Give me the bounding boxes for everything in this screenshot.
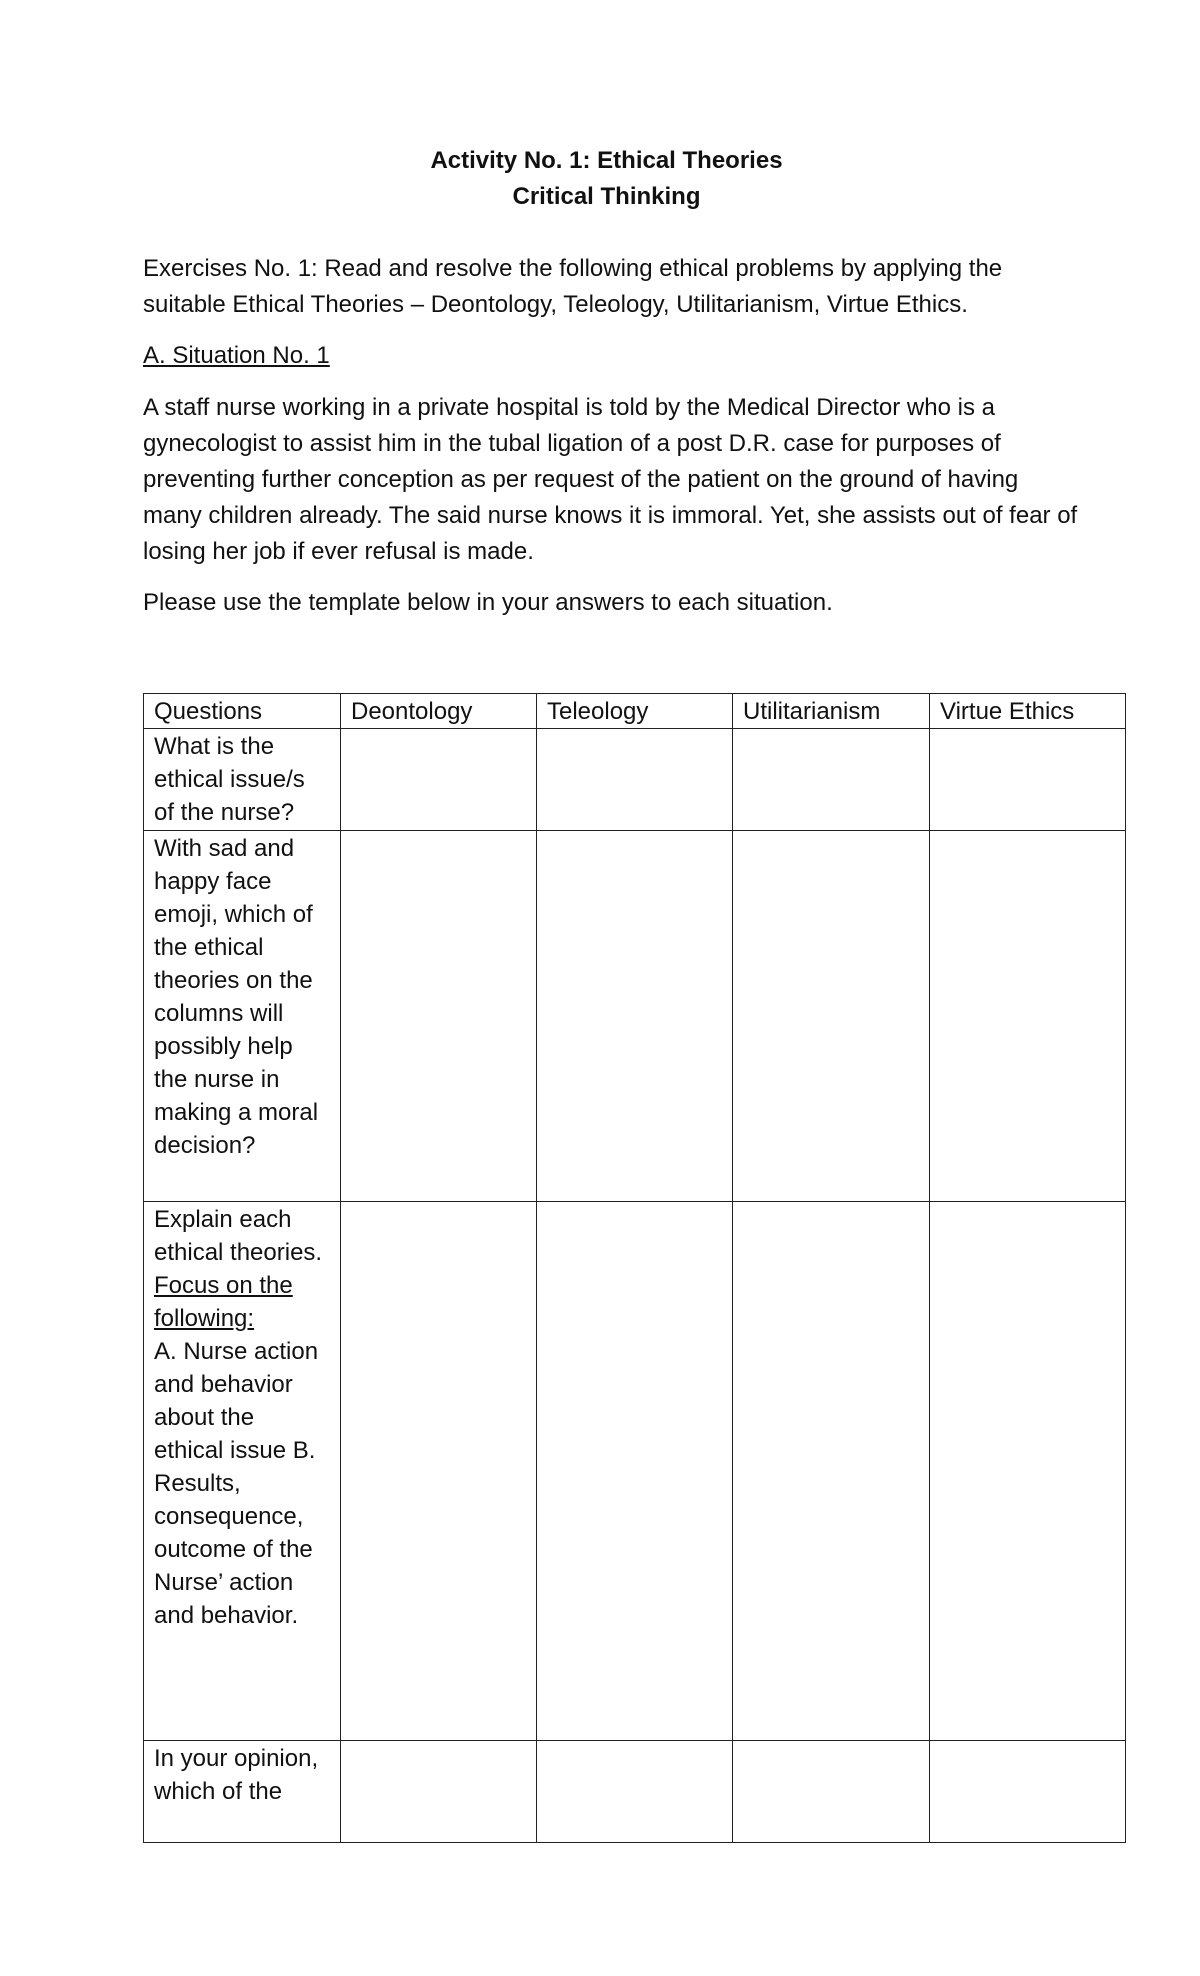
document-title (0, 143, 1200, 215)
header-deontology: Deontology (341, 694, 537, 729)
answer-cell-virtue-ethics[interactable] (930, 729, 1126, 831)
question-intro: Explain each ethical theories. (154, 1206, 323, 1266)
header-utilitarianism: Utilitarianism (733, 694, 930, 729)
exercise-instructions: Exercises No. 1: Read and resolve the following ethical problems by applying the suitable Ethical Theories – Deontology, Teleology, Utilitarianism, Virtue Ethics. (143, 255, 1003, 318)
table-row (144, 1741, 1126, 1843)
title-line-2: Critical Thinking (512, 183, 701, 210)
answer-cell-deontology[interactable] (341, 729, 537, 831)
question-focus: Focus on the following: (154, 1272, 293, 1332)
title-line-1: Activity No. 1: Ethical Theories (430, 147, 783, 174)
header-virtue-ethics: Virtue Ethics (930, 694, 1126, 729)
answer-cell-virtue-ethics[interactable] (930, 1202, 1126, 1741)
answer-cell-teleology[interactable] (537, 729, 733, 831)
table-row (144, 1202, 1126, 1741)
answer-cell-teleology[interactable] (537, 831, 733, 1202)
answer-cell-virtue-ethics[interactable] (930, 1741, 1126, 1843)
question-cell: With sad and happy face emoji, which of the ethical theories on the columns will possibly help the nurse in making a moral decision? (144, 831, 341, 1202)
answer-cell-virtue-ethics[interactable] (930, 831, 1126, 1202)
answer-cell-teleology[interactable] (537, 1741, 733, 1843)
header-teleology: Teleology (537, 694, 733, 729)
answer-cell-teleology[interactable] (537, 1202, 733, 1741)
answer-cell-deontology[interactable] (341, 1741, 537, 1843)
answer-cell-utilitarianism[interactable] (733, 1741, 930, 1843)
answer-cell-utilitarianism[interactable] (733, 831, 930, 1202)
question-cell: What is the ethical issue/s of the nurse? (144, 729, 341, 831)
header-questions: Questions (144, 694, 341, 729)
template-instruction: Please use the template below in your answers to each situation. (143, 589, 833, 616)
answer-cell-utilitarianism[interactable] (733, 729, 930, 831)
question-detail: A. Nurse action and behavior about the ethical issue B. Results, consequence, outcome of the Nurse’ action and behavior. (154, 1338, 319, 1629)
situation-heading: A. Situation No. 1 (143, 342, 330, 369)
table-row (144, 831, 1126, 1202)
answer-cell-deontology[interactable] (341, 831, 537, 1202)
answer-cell-deontology[interactable] (341, 1202, 537, 1741)
table-header-row (144, 694, 1126, 729)
situation-text: A staff nurse working in a private hospital is told by the Medical Director who is a gynecologist to assist him in the tubal ligation of a post D.R. case for purposes of preventing further conception as per request of the patient on the ground of having many children already. The said nurse knows it is immoral. Yet, she assists out of fear of losing her job if ever refusal is made. (143, 394, 1078, 565)
question-cell (144, 1202, 341, 1741)
table-row (144, 729, 1126, 831)
question-cell: In your opinion, which of the (144, 1741, 341, 1843)
answer-cell-utilitarianism[interactable] (733, 1202, 930, 1741)
answer-template-table (143, 693, 1126, 1843)
